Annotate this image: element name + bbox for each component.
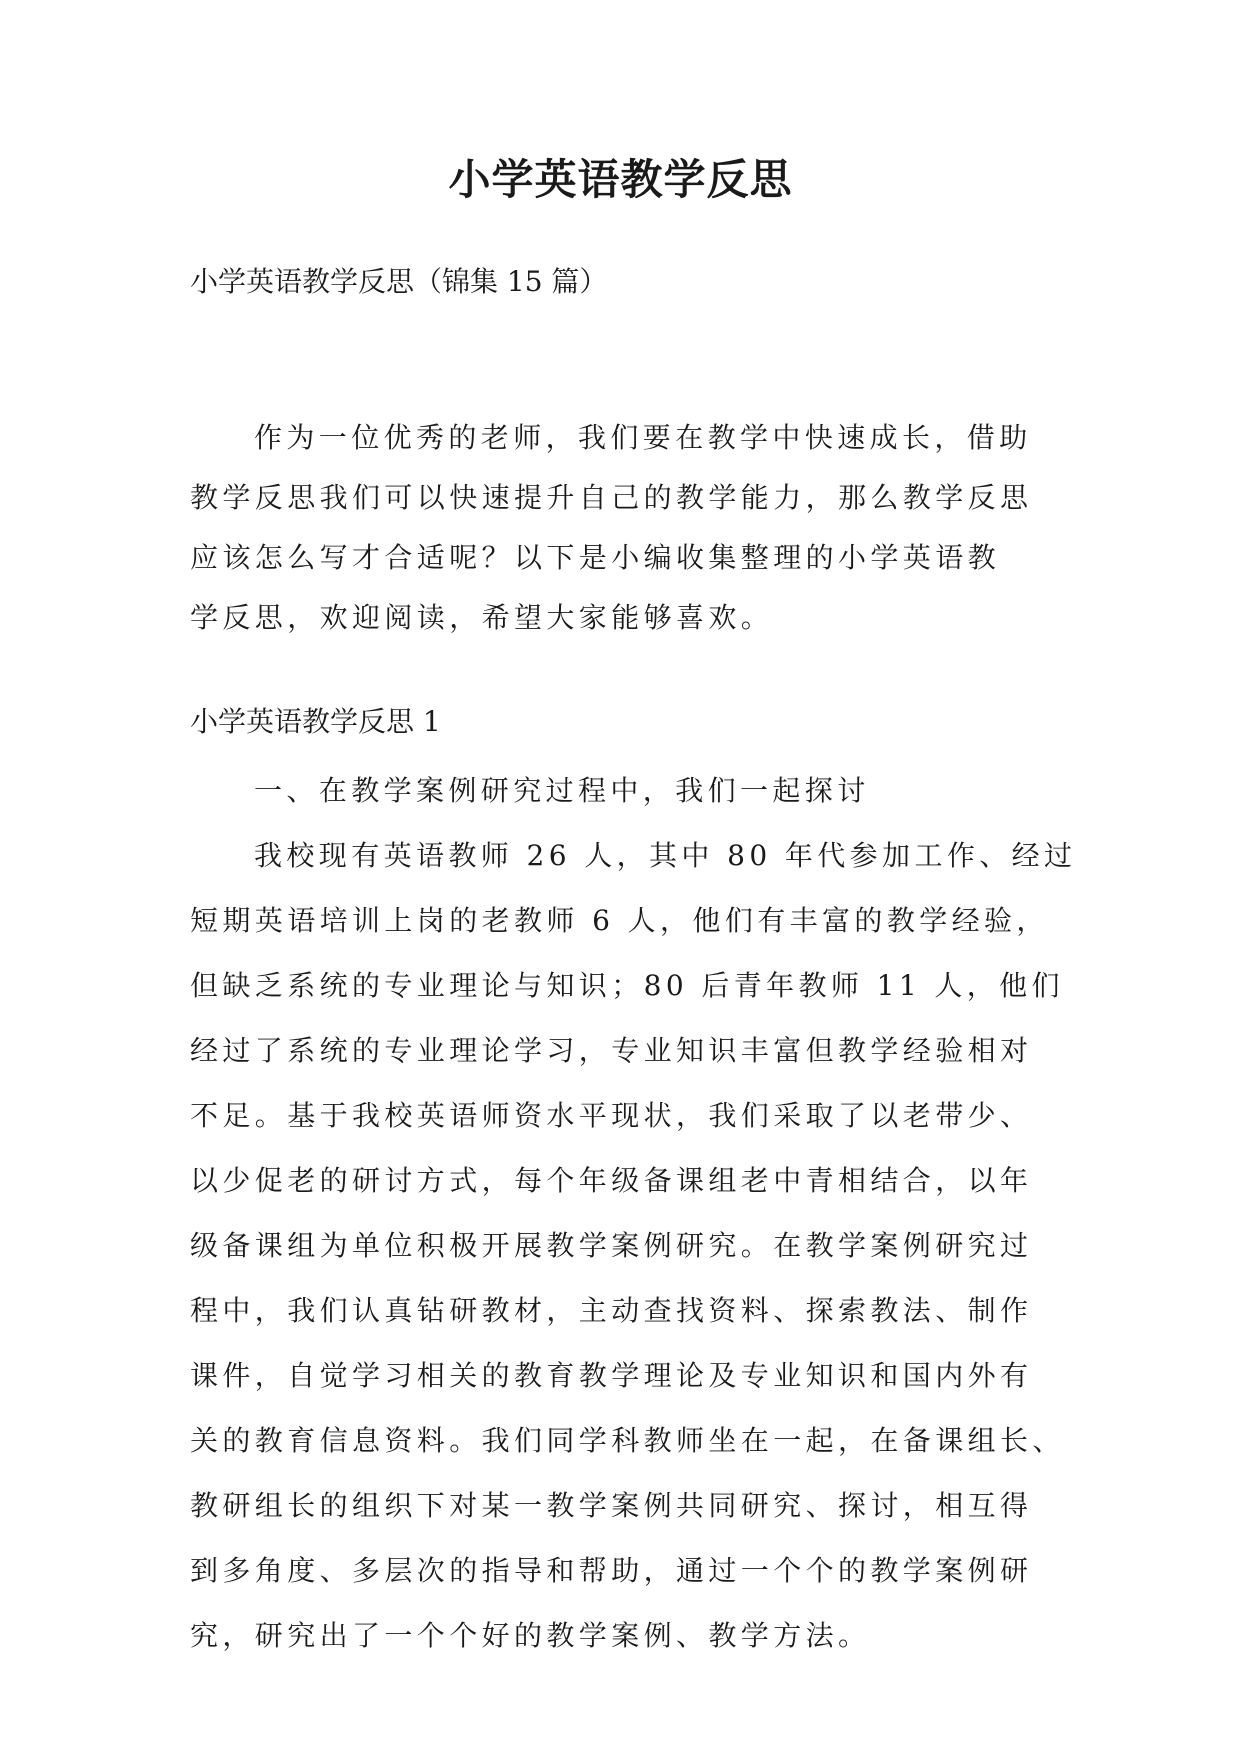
intro-line: 学反思，欢迎阅读，希望大家能够喜欢。 xyxy=(190,601,774,634)
intro-paragraph xyxy=(190,408,1050,648)
body-line: 级备课组为单位积极开展教学案例研究。在教学案例研究过 xyxy=(190,1229,1033,1262)
intro-line: 教学反思我们可以快速提升自己的教学能力，那么教学反思 xyxy=(190,481,1033,514)
body-line: 一、在教学案例研究过程中，我们一起探讨 xyxy=(254,774,870,807)
body-line: 程中，我们认真钻研教材，主动查找资料、探索教法、制作 xyxy=(190,1294,1033,1327)
document-subtitle: 小学英语教学反思（锦集 15 篇） xyxy=(190,265,608,298)
section-body xyxy=(190,758,1077,1668)
section-heading: 小学英语教学反思 1 xyxy=(190,705,441,738)
body-line: 但缺乏系统的专业理论与知识；80 后青年教师 11 人，他们 xyxy=(190,969,1064,1002)
body-line: 教研组长的组织下对某一教学案例共同研究、探讨，相互得 xyxy=(190,1489,1033,1522)
body-line: 课件，自觉学习相关的教育教学理论及专业知识和国内外有 xyxy=(190,1359,1033,1392)
document-title: 小学英语教学反思 xyxy=(448,155,793,204)
body-line: 短期英语培训上岗的老教师 6 人，他们有丰富的教学经验， xyxy=(190,904,1049,937)
body-line: 究，研究出了一个个好的教学案例、教学方法。 xyxy=(190,1619,871,1652)
body-line: 不足。基于我校英语师资水平现状，我们采取了以老带少、 xyxy=(190,1099,1033,1132)
intro-line: 作为一位优秀的老师，我们要在教学中快速成长，借助 xyxy=(254,421,1032,454)
body-line: 以少促老的研讨方式，每个年级备课组老中青相结合，以年 xyxy=(190,1164,1033,1197)
body-line: 经过了系统的专业理论学习，专业知识丰富但教学经验相对 xyxy=(190,1034,1033,1067)
body-line: 我校现有英语教师 26 人，其中 80 年代参加工作、经过 xyxy=(254,839,1077,872)
intro-line: 应该怎么写才合适呢？以下是小编收集整理的小学英语教 xyxy=(190,541,1001,574)
body-line: 关的教育信息资料。我们同学科教师坐在一起，在备课组长、 xyxy=(190,1424,1065,1457)
body-line: 到多角度、多层次的指导和帮助，通过一个个的教学案例研 xyxy=(190,1554,1033,1587)
